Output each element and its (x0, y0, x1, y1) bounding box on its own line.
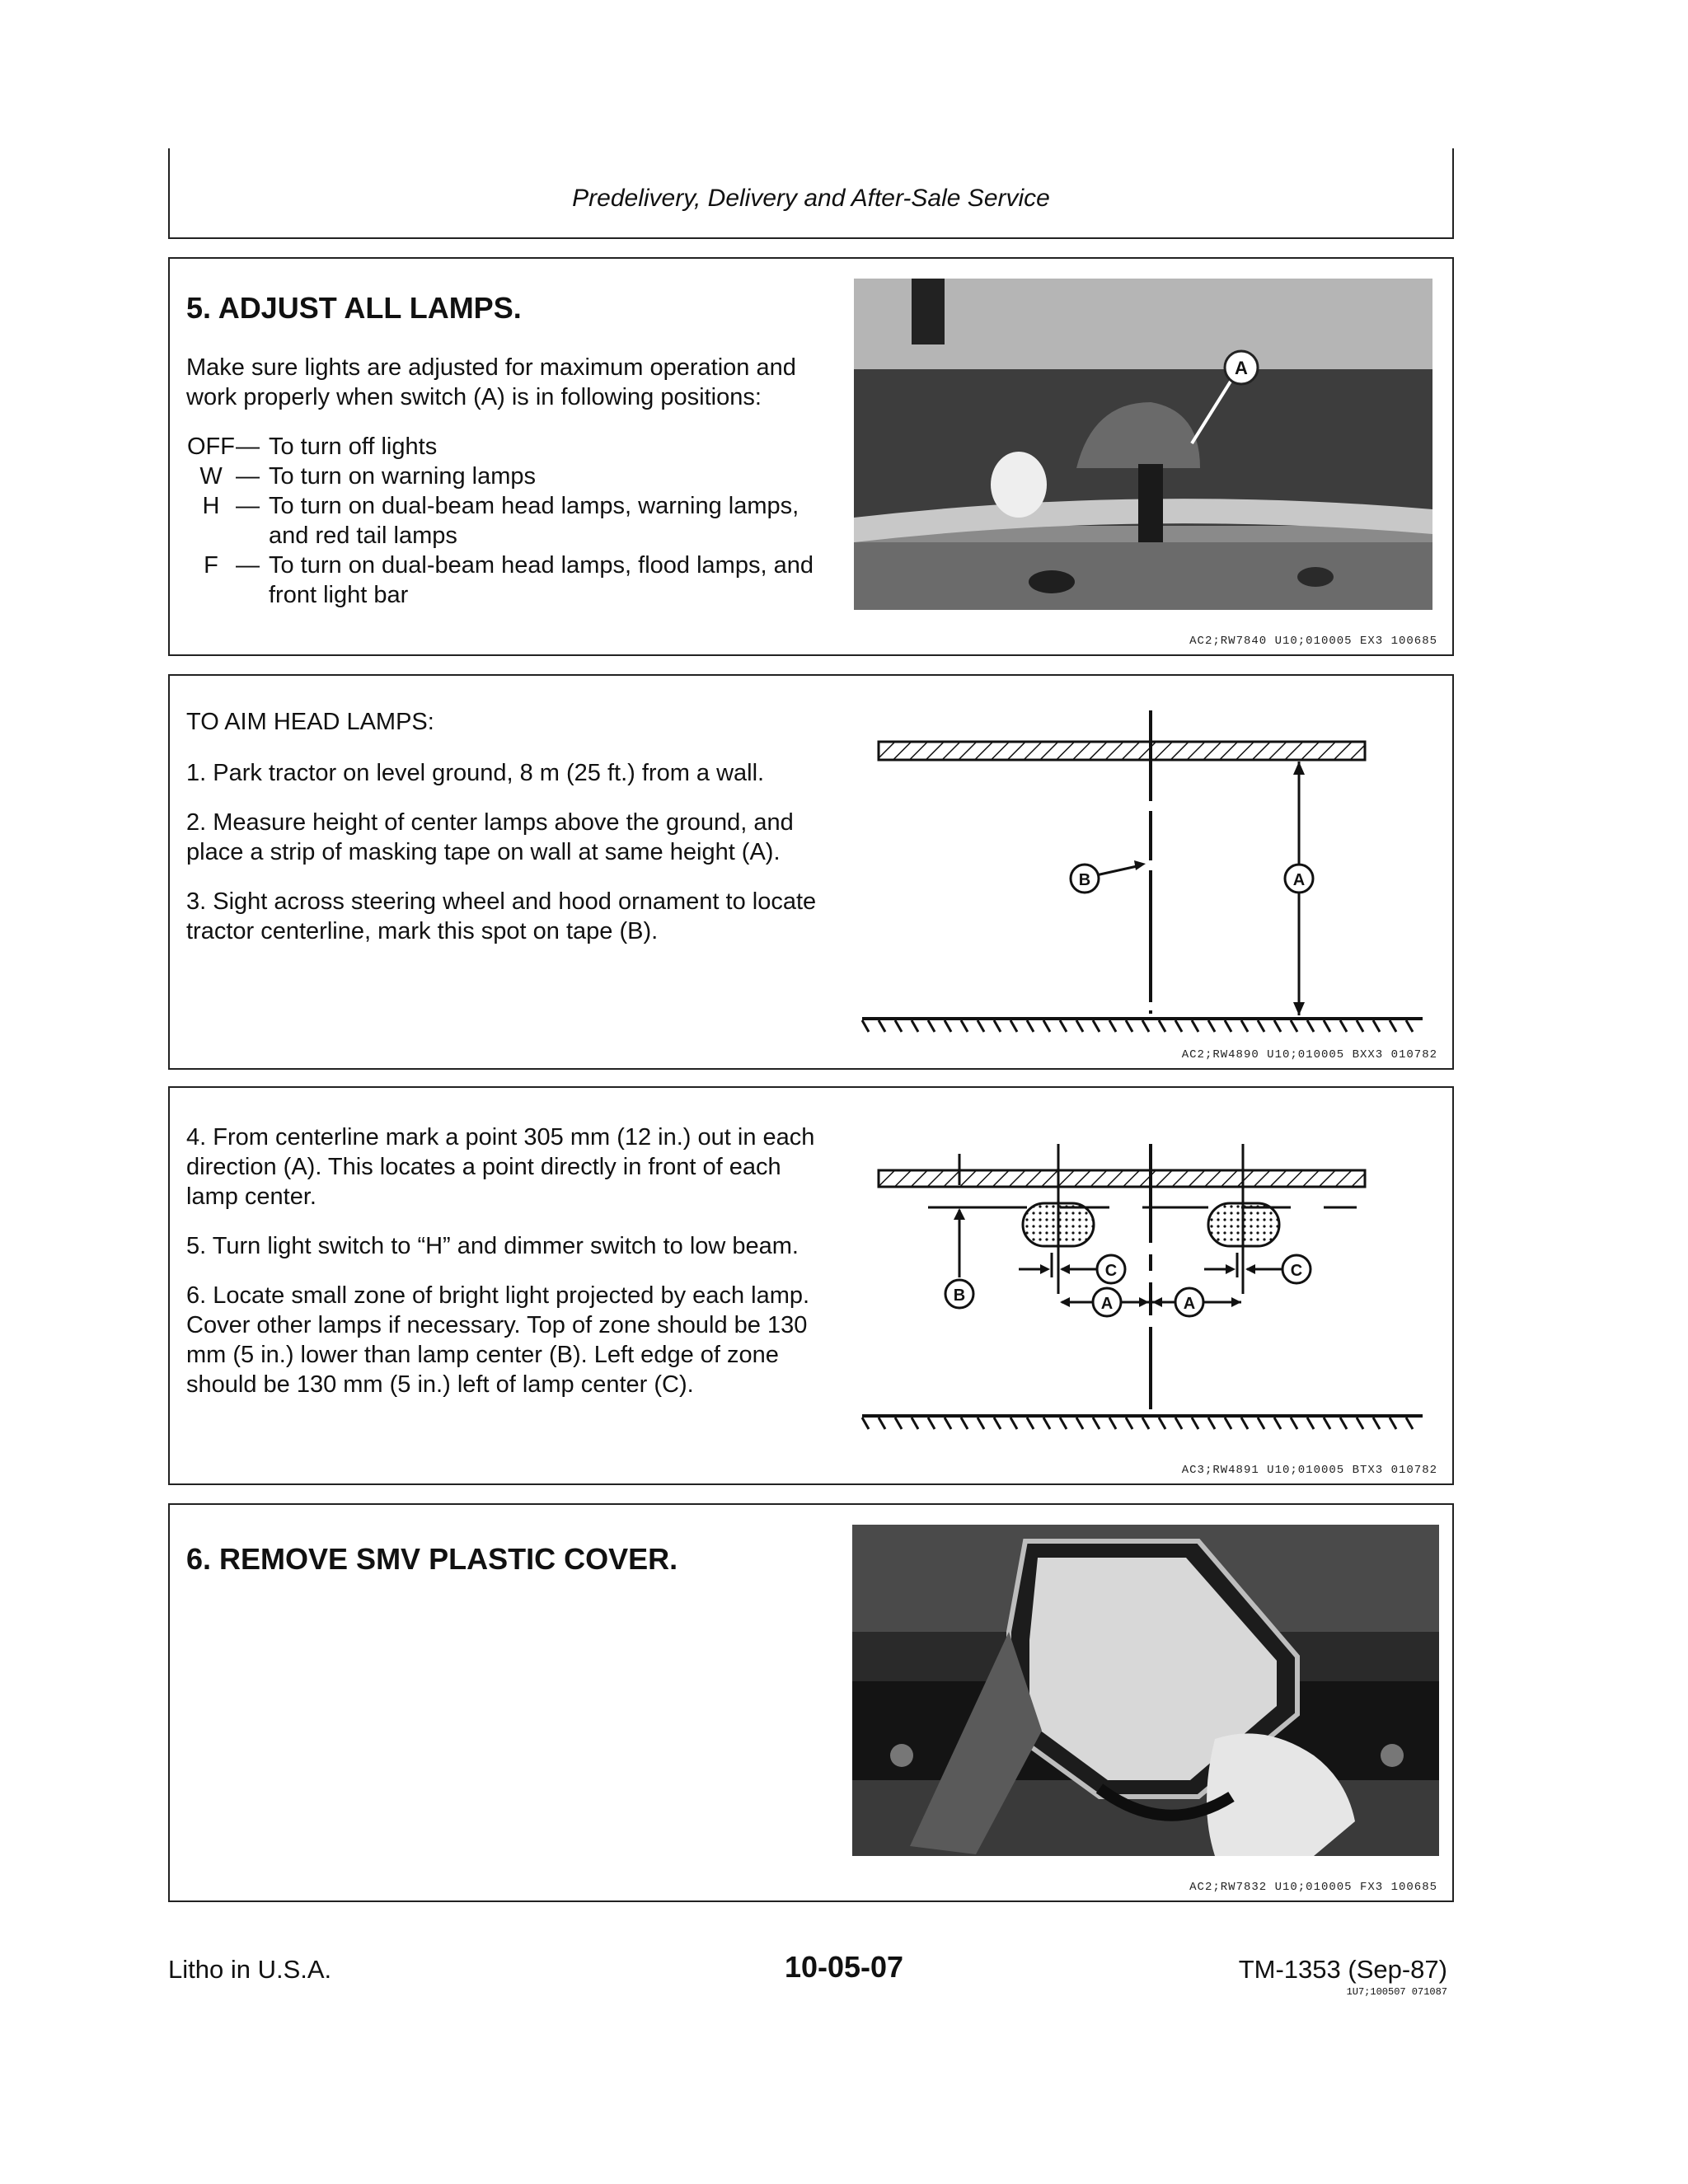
step-1: 1. Park tractor on level ground, 8 m (25 ft.) from a wall. (186, 760, 765, 786)
callout-c-label: C (1290, 1262, 1303, 1280)
panel-aim-steps (168, 1086, 1454, 1485)
aim-title: TO AIM HEAD LAMPS: (186, 709, 434, 735)
step-6: 6. Locate small zone of bright light projected by each lamp. Cover other lamps if necessary. Top of zone should be 130 mm (5 in.) lower than lamp center (B). Left edge of zone should be 130 mm (5 in.) left of lamp center (C). (186, 1282, 810, 1398)
callout-a-label: A (1100, 1295, 1114, 1313)
step-2: 2. Measure height of center lamps above the ground, and place a strip of masking tape on wall at same height (A). (186, 809, 794, 865)
panel-aim-head-lamps (168, 674, 1454, 1070)
step-5: 5. Turn light switch to “H” and dimmer switch to low beam. (186, 1233, 799, 1259)
footer-manual-id: TM-1353 (Sep-87) (1238, 1955, 1447, 1984)
callout-a-label: A (1292, 871, 1306, 889)
section-heading: 5. ADJUST ALL LAMPS. (186, 291, 522, 325)
callout-a-label: A (1183, 1295, 1196, 1313)
callout-a-label: A (1235, 358, 1248, 378)
panel-adjust-lamps (168, 257, 1454, 656)
panel-remove-smv (168, 1503, 1454, 1902)
header-title: Predelivery, Delivery and After-Sale Service (572, 185, 1050, 212)
smv-cover-photo (852, 1525, 1439, 1856)
smv-text (186, 1541, 837, 1604)
running-header (168, 148, 1454, 239)
list-item: W — To turn on warning lamps (199, 463, 536, 490)
aim-diagram-2 (846, 1104, 1439, 1451)
list-item: H — To turn on dual-beam head lamps, warning lamps, and red tail lamps (202, 493, 799, 549)
figure-code: AC2;RW7840 U10;010005 EX3 100685 (1189, 635, 1437, 648)
callout-c-label: C (1104, 1262, 1118, 1280)
figure-code: AC2;RW4890 U10;010005 BXX3 010782 (1181, 1048, 1437, 1062)
callout-b-label: B (1078, 871, 1091, 889)
list-item: OFF — To turn off lights (187, 434, 438, 460)
footer-litho: Litho in U.S.A. (168, 1955, 332, 1984)
list-item: F — To turn on dual-beam head lamps, flood lamps, and front light bar (204, 552, 814, 608)
light-switch-photo (854, 279, 1432, 610)
step-4: 4. From centerline mark a point 305 mm (12 in.) out in each direction (A). This locates a point directly in front of each lamp center. (186, 1124, 815, 1210)
intro-paragraph: Make sure lights are adjusted for maximum operation and work properly when switch (A) is in following positions: (186, 354, 796, 410)
page-number: 10-05-07 (784, 1950, 904, 1984)
step-3: 3. Sight across steering wheel and hood ornament to locate tractor centerline, mark this spot on tape (B). (186, 888, 817, 944)
aim-steps-text (186, 1122, 837, 1419)
footer-code: 1U7;100507 071087 (1346, 1986, 1447, 1998)
switch-positions-list (186, 432, 837, 610)
section-heading: 6. REMOVE SMV PLASTIC COVER. (186, 1542, 678, 1576)
aim-diagram-1 (846, 692, 1439, 1038)
aim-lamps-text (186, 707, 837, 966)
callout-b-label: B (953, 1286, 966, 1305)
figure-code: AC2;RW7832 U10;010005 FX3 100685 (1189, 1881, 1437, 1894)
figure-code: AC3;RW4891 U10;010005 BTX3 010782 (1181, 1464, 1437, 1477)
adjust-lamps-text (186, 290, 837, 610)
